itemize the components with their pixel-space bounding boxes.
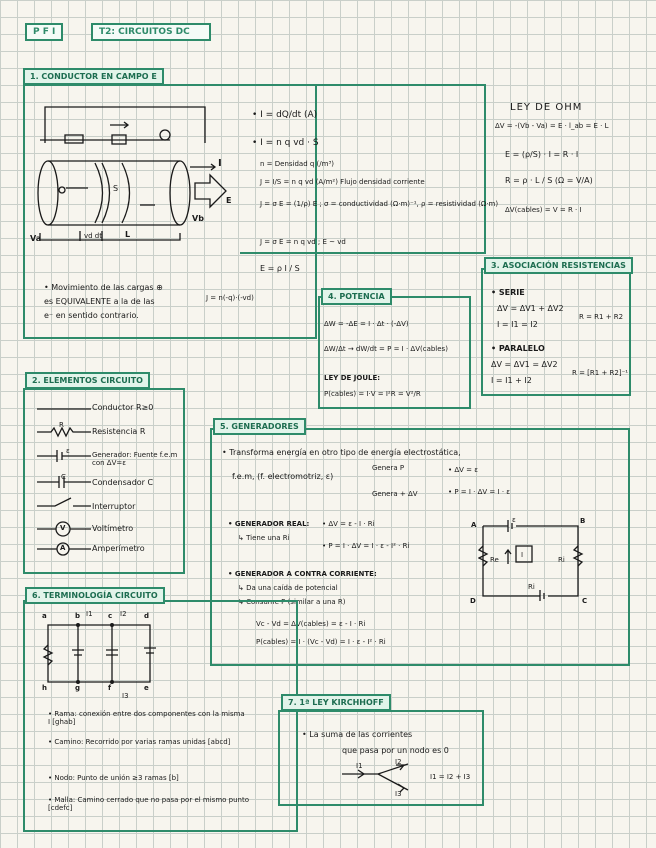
node-f: f (108, 684, 112, 692)
rama-line: • Rama: conexión entre dos componentes con la misma I [ghab] (48, 710, 245, 727)
symbol-label-R: R (59, 421, 64, 429)
node-B: B (580, 517, 586, 525)
note-line-1: • Movimiento de las cargas ⊕ (44, 283, 163, 292)
potential-label-Vb: Vb (192, 214, 204, 223)
ohm-line-2: E = (ρ/S) · I = R · I (505, 150, 579, 159)
serie-label: • SERIE (491, 288, 525, 297)
length-label-L: L (125, 230, 131, 239)
section-2-title: 2. ELEMENTOS CIRCUITO (25, 372, 150, 389)
potencia-line-3: LEY DE JOULE: (324, 374, 381, 382)
note-formula: J = n(-q)·(-vd) (206, 294, 254, 302)
ohm-line-3: R = ρ · L / S (Ω = V/A) (505, 176, 593, 185)
gen-contra-sub-2: ↳ Consume P (similar a una R) (238, 598, 346, 606)
label-Re: Re (490, 556, 499, 564)
camino-line: • Camino: Recorrido por varias ramas unidas [abcd] (48, 738, 231, 746)
kirchhoff-node (338, 760, 418, 800)
element-condensador: Condensador C (92, 478, 154, 487)
gen-contra-eq-1: Vc - Vd = ΔV(cables) = ε - I · Ri (256, 620, 366, 628)
element-voltimetro: Voltímetro (92, 524, 134, 533)
gen-real: • GENERADOR REAL: (228, 520, 310, 528)
paralelo-label: • PARALELO (491, 344, 545, 353)
label-Ri: Ri (558, 556, 565, 564)
current-label-I: I (218, 158, 222, 169)
field-label-E: E (226, 196, 232, 205)
element-conductor: Conductor R≥0 (92, 403, 154, 412)
node-D: D (470, 597, 476, 605)
note-line-3: e⁻ en sentido contrario. (44, 311, 139, 320)
formula-2: • I = n q vd · S (252, 138, 319, 148)
label-I: I (521, 551, 524, 559)
potencia-line-2: ΔW/Δt → dW/dt = P = I · ΔV(cables) (324, 345, 448, 353)
terminology-circuit (40, 620, 160, 690)
node-A: A (471, 521, 477, 529)
label-eps: ε (512, 516, 516, 524)
kirch-I1: I1 (356, 762, 363, 770)
symbol-label-A: A (60, 544, 66, 552)
ohm-title: LEY DE OHM (510, 102, 583, 113)
serie-r: R = R1 + R2 (579, 313, 624, 321)
section-label-S: S (113, 184, 119, 193)
kirchhoff-line-2: que pasa por un nodo es 0 (342, 746, 449, 755)
gen-genera-p: Genera P (372, 464, 405, 472)
gen-intro: • Transforma energía en otro tipo de energía electrostática, (222, 448, 461, 457)
potential-label-Va: Va (30, 234, 42, 243)
gen-real-dv: • ΔV = ε - I · Ri (322, 520, 375, 528)
gen-dv-eq: • ΔV = ε (448, 466, 479, 474)
label-I2: I2 (120, 610, 127, 618)
serie-eq-1: ΔV = ΔV1 + ΔV2 (497, 304, 564, 313)
label-I1: I1 (86, 610, 93, 618)
gen-contra-sub-1: ↳ Da una caída de potencial (238, 584, 338, 592)
potencia-line-4: P(cables) = I·V = I²R = V²/R (324, 390, 421, 398)
gen-p-eq: • P = I · ΔV = I · ε (448, 488, 511, 496)
formula-5: J = σ E = (1/ρ) E ; σ = conductividad (Ω·m)⁻¹, ρ = resistividad (Ω·m) (260, 200, 499, 208)
formula-1: • I = dQ/dt (A) (252, 110, 318, 120)
gen-real-p: • P = I · ΔV = I · ε - I² · Ri (322, 542, 410, 550)
symbol-label-C: C (61, 473, 66, 481)
formula-3: n = Densidad q (/m³) (260, 160, 334, 168)
node-d: d (144, 612, 150, 620)
section-7-title: 7. 1ª LEY KIRCHHOFF (281, 694, 391, 711)
element-generador: Generador: Fuente f.e.m con ΔV=ε (92, 451, 178, 468)
node-c: c (108, 612, 113, 620)
node-e: e (144, 684, 149, 692)
gen-contra-eq-2: P(cables) = I · (Vc - Vd) = I · ε - I² · Ri (256, 638, 386, 646)
gen-real-sub: ↳ Tiene una Ri (238, 534, 290, 542)
label-Ri-bottom: Ri (528, 583, 535, 591)
note-line-2: es EQUIVALENTE a la de las (44, 297, 155, 306)
ohm-line-1: ΔV = -(Vb - Va) = E · l_ab = E · L (495, 122, 609, 130)
label-I3: I3 (122, 692, 129, 700)
section-3-title: 3. ASOCIACIÓN RESISTENCIAS (484, 257, 633, 274)
node-C: C (582, 597, 588, 605)
kirchhoff-line-1: • La suma de las corrientes (302, 730, 413, 739)
formula-7: E = ρ I / S (260, 264, 300, 273)
vd-dt-label: vd dt (84, 232, 102, 240)
node-h: h (42, 684, 47, 692)
serie-eq-2: I = I1 = I2 (497, 320, 538, 329)
symbol-label-V: V (60, 524, 66, 532)
gen-fem: f.e.m, (f. electromotriz, ε) (232, 472, 334, 481)
nodo-line: • Nodo: Punto de unión ≥3 ramas [b] (48, 774, 179, 782)
section-6-title: 6. TERMINOLOGÍA CIRCUITO (25, 587, 165, 604)
malla-line: • Malla: Camino cerrado que no pasa por el mismo punto [cdefc] (48, 796, 249, 813)
section-1-title: 1. CONDUCTOR EN CAMPO E (23, 68, 164, 85)
potencia-line-1: ΔW = -ΔE = I · Δt · (-ΔV) (324, 320, 409, 328)
formula-6: J = σ E = n q vd ; E ~ vd (260, 238, 346, 246)
gen-contra: • GENERADOR A CONTRA CORRIENTE: (228, 570, 377, 578)
node-a: a (42, 612, 47, 620)
element-amperimetro: Amperímetro (92, 544, 145, 553)
node-b: b (75, 612, 81, 620)
kirchhoff-eq: I1 = I2 + I3 (430, 773, 471, 781)
course-tag: P F I (25, 23, 63, 41)
symbol-label-eps: ε (66, 447, 70, 455)
ohm-line-4: ΔV(cables) = V = R · I (505, 206, 582, 214)
kirch-I3: I3 (395, 790, 402, 798)
node-g: g (75, 684, 81, 692)
section-4-title: 4. POTENCIA (321, 288, 392, 305)
section-5-title: 5. GENERADORES (213, 418, 306, 435)
element-resistencia: Resistencia R (92, 427, 146, 436)
kirch-I2: I2 (395, 758, 402, 766)
element-interruptor: Interruptor (92, 502, 136, 511)
paralelo-r: R = [R1 + R2]⁻¹ (572, 369, 629, 377)
gen-genera-dv: Genera + ΔV (372, 490, 418, 498)
paralelo-eq-2: I = I1 + I2 (491, 376, 532, 385)
paralelo-eq-1: ΔV = ΔV1 = ΔV2 (491, 360, 558, 369)
conductor-diagram (30, 95, 250, 245)
formula-4: J = I/S = n q vd (A/m²) Flujo densidad corriente (260, 178, 425, 186)
topic-tag: T2: CIRCUITOS DC (91, 23, 211, 41)
